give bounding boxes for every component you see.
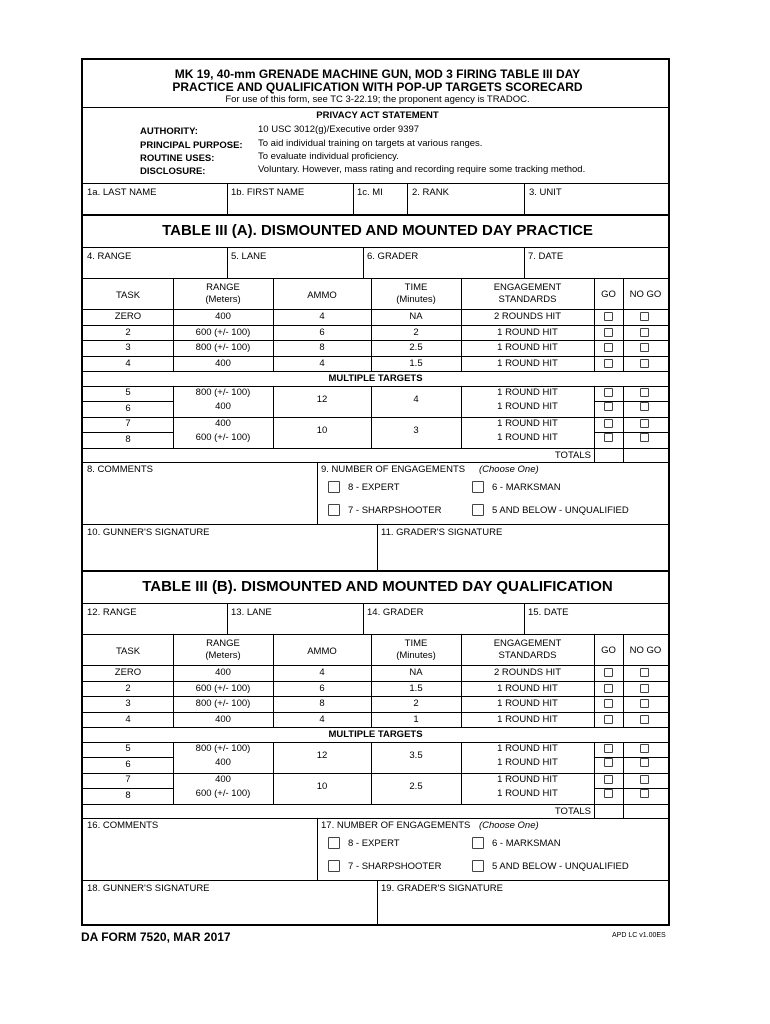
col-eng1-practice: ENGAGEMENT: [493, 282, 562, 293]
standard-cell: 2 ROUNDS HIT: [493, 311, 562, 322]
go-checkbox[interactable]: [604, 343, 613, 352]
nogo-checkbox[interactable]: [640, 744, 649, 753]
col-time-unit-practice: (Minutes): [396, 294, 436, 305]
ammo-cell: 8: [319, 342, 325, 353]
ammo-cell: 6: [319, 682, 325, 694]
option-expert-label: 8 - EXPERT: [348, 482, 400, 493]
ammo-cell: 4: [319, 311, 325, 322]
nogo-checkbox[interactable]: [640, 789, 649, 798]
first-name-field[interactable]: 1b. FIRST NAME: [231, 187, 305, 198]
col-eng1-qual: ENGAGEMENT: [493, 638, 562, 649]
col-range-qual: RANGE: [206, 638, 240, 649]
nogo-checkbox[interactable]: [640, 715, 649, 724]
multiple-targets-label: MULTIPLE TARGETS: [328, 373, 423, 384]
standard-cell: 1 ROUND HIT: [497, 757, 558, 768]
nogo-checkbox[interactable]: [640, 402, 649, 411]
task-cell: 7: [125, 418, 131, 429]
go-checkbox[interactable]: [604, 419, 613, 428]
task-cell: 3: [125, 342, 131, 353]
standard-cell: 1 ROUND HIT: [497, 357, 558, 369]
col-time-qual: TIME: [404, 638, 428, 649]
col-ammo-qual: AMMO: [307, 646, 337, 657]
go-checkbox[interactable]: [604, 684, 613, 693]
range-field-practice[interactable]: 4. RANGE: [87, 251, 132, 262]
time-cell: 2.5: [409, 781, 423, 792]
task-cell: ZERO: [114, 311, 142, 322]
range-cell: 600 (+/- 100): [195, 432, 251, 443]
go-checkbox[interactable]: [604, 775, 613, 784]
time-cell: 1.5: [409, 357, 423, 369]
task-cell: 5: [125, 387, 131, 398]
form-title-line1: MK 19, 40-mm GRENADE MACHINE GUN, MOD 3 FIRING TABLE III DAY: [174, 67, 581, 81]
col-go-practice: GO: [601, 289, 616, 300]
range-cell: 400: [215, 757, 231, 768]
comments-field[interactable]: 16. COMMENTS: [87, 820, 159, 831]
last-name-field[interactable]: 1a. LAST NAME: [87, 187, 157, 198]
section-title-qual: TABLE III (B). DISMOUNTED AND MOUNTED DAY QUALIFICATION: [142, 578, 613, 595]
date-field-qual[interactable]: 15. DATE: [528, 607, 569, 618]
grader-field-practice[interactable]: 6. GRADER: [367, 251, 419, 262]
go-checkbox[interactable]: [604, 744, 613, 753]
task-cell: 6: [125, 759, 131, 770]
nogo-total[interactable]: [623, 804, 668, 818]
task-cell: ZERO: [114, 667, 142, 678]
standard-cell: 2 ROUNDS HIT: [493, 667, 562, 678]
range-cell: 400: [215, 774, 231, 785]
totals-label: TOTALS: [554, 450, 591, 461]
range-field-qual[interactable]: 12. RANGE: [87, 607, 137, 618]
option-sharpshooter-label: 7 - SHARPSHOOTER: [348, 861, 442, 872]
nogo-checkbox[interactable]: [640, 668, 649, 677]
form-number: DA FORM 7520, MAR 2017: [81, 930, 231, 944]
col-range-unit-practice: (Meters): [205, 294, 241, 305]
ammo-cell: 8: [319, 698, 325, 709]
lane-field-practice[interactable]: 5. LANE: [231, 251, 267, 262]
standard-cell: 1 ROUND HIT: [497, 387, 558, 398]
range-cell: 800 (+/- 100): [195, 387, 251, 398]
standard-cell: 1 ROUND HIT: [497, 682, 558, 694]
choose-one-note: (Choose One): [479, 464, 539, 475]
col-eng2-practice: STANDARDS: [498, 294, 557, 305]
nogo-checkbox[interactable]: [640, 699, 649, 708]
nogo-total[interactable]: [623, 448, 668, 462]
ammo-cell: 4: [319, 667, 325, 678]
grader-signature-field[interactable]: 11. GRADER'S SIGNATURE: [381, 527, 503, 538]
standard-cell: 1 ROUND HIT: [497, 401, 558, 412]
go-checkbox[interactable]: [604, 359, 613, 368]
range-cell: 400: [215, 418, 231, 429]
time-cell: 1: [413, 713, 419, 725]
option-expert-checkbox[interactable]: [328, 481, 340, 493]
privacy-value-authority: 10 USC 3012(g)/Executive order 9397: [258, 124, 420, 135]
go-total[interactable]: [594, 448, 623, 462]
engagements-label: 9. NUMBER OF ENGAGEMENTS: [321, 464, 466, 475]
option-expert-checkbox[interactable]: [328, 837, 340, 849]
go-checkbox[interactable]: [604, 715, 613, 724]
standard-cell: 1 ROUND HIT: [497, 774, 558, 785]
range-cell: 400: [215, 311, 231, 322]
form-title-line2: PRACTICE AND QUALIFICATION WITH POP-UP TARGETS SCORECARD: [172, 80, 583, 94]
engagements-label: 17. NUMBER OF ENGAGEMENTS: [321, 820, 471, 831]
go-total[interactable]: [594, 804, 623, 818]
lane-field-qual[interactable]: 13. LANE: [231, 607, 272, 618]
section-qualification: [83, 572, 668, 926]
nogo-checkbox[interactable]: [640, 684, 649, 693]
time-cell: NA: [409, 311, 423, 322]
privacy-label-authority: AUTHORITY:: [140, 126, 198, 137]
option-sharpshooter-checkbox[interactable]: [328, 860, 340, 872]
nogo-checkbox[interactable]: [640, 758, 649, 767]
multiple-targets-label: MULTIPLE TARGETS: [328, 729, 423, 740]
task-cell: 8: [125, 790, 131, 801]
option-marksman-label: 6 - MARKSMAN: [492, 482, 561, 493]
ammo-cell: 6: [319, 326, 325, 338]
col-task-practice: TASK: [115, 290, 141, 301]
privacy-value-disclosure: Voluntary. However, mass rating and recording require some tracking method.: [258, 164, 586, 175]
go-checkbox[interactable]: [604, 699, 613, 708]
privacy-label-disclosure: DISCLOSURE:: [140, 166, 206, 177]
standard-cell: 1 ROUND HIT: [497, 743, 558, 754]
comments-field[interactable]: 8. COMMENTS: [87, 464, 153, 475]
option-unqualified-label: 5 AND BELOW - UNQUALIFIED: [492, 861, 629, 872]
go-checkbox[interactable]: [604, 312, 613, 321]
privacy-value-routine: To evaluate individual proficiency.: [258, 151, 399, 162]
task-cell: 6: [125, 403, 131, 414]
privacy-value-purpose: To aid individual training on targets at various ranges.: [258, 138, 483, 149]
ammo-cell: 10: [316, 425, 328, 436]
time-cell: 3.5: [409, 750, 423, 761]
col-task-qual: TASK: [115, 646, 141, 657]
option-marksman-checkbox[interactable]: [472, 837, 484, 849]
go-checkbox[interactable]: [604, 789, 613, 798]
task-cell: 4: [125, 357, 131, 369]
option-sharpshooter-label: 7 - SHARPSHOOTER: [348, 505, 442, 516]
range-cell: 800 (+/- 100): [195, 698, 251, 709]
nogo-checkbox[interactable]: [640, 328, 649, 337]
date-field-practice[interactable]: 7. DATE: [528, 251, 564, 262]
ammo-cell: 4: [319, 357, 325, 369]
task-cell: 4: [125, 713, 131, 725]
grader-field-qual[interactable]: 14. GRADER: [367, 607, 424, 618]
standard-cell: 1 ROUND HIT: [497, 342, 558, 353]
grader-signature-field[interactable]: 19. GRADER'S SIGNATURE: [381, 883, 503, 894]
nogo-checkbox[interactable]: [640, 312, 649, 321]
option-unqualified-checkbox[interactable]: [472, 504, 484, 516]
time-cell: 2.5: [409, 342, 423, 353]
form-usage-note: For use of this form, see TC 3-22.19; the proponent agency is TRADOC.: [225, 94, 530, 105]
standard-cell: 1 ROUND HIT: [497, 713, 558, 725]
privacy-title: PRIVACY ACT STATEMENT: [316, 110, 439, 121]
nogo-checkbox[interactable]: [640, 343, 649, 352]
form-version: APD LC v1.00ES: [612, 932, 666, 939]
range-cell: 600 (+/- 100): [195, 326, 251, 338]
time-cell: 2: [413, 698, 419, 709]
privacy-label-routine: ROUTINE USES:: [140, 153, 215, 164]
rank-field[interactable]: 2. RANK: [412, 187, 449, 198]
scorecard-form: [81, 58, 670, 926]
task-cell: 3: [125, 698, 131, 709]
col-ammo-practice: AMMO: [307, 290, 337, 301]
go-checkbox[interactable]: [604, 668, 613, 677]
section-practice: [83, 216, 668, 570]
task-cell: 5: [125, 743, 131, 754]
standard-cell: 1 ROUND HIT: [497, 698, 558, 709]
task-cell: 7: [125, 774, 131, 785]
range-cell: 800 (+/- 100): [195, 342, 251, 353]
nogo-checkbox[interactable]: [640, 775, 649, 784]
col-time-unit-qual: (Minutes): [396, 650, 436, 661]
range-cell: 400: [215, 667, 231, 678]
col-eng2-qual: STANDARDS: [498, 650, 557, 661]
nogo-checkbox[interactable]: [640, 388, 649, 397]
option-marksman-label: 6 - MARKSMAN: [492, 838, 561, 849]
go-checkbox[interactable]: [604, 328, 613, 337]
time-cell: 3: [413, 425, 419, 436]
nogo-checkbox[interactable]: [640, 419, 649, 428]
task-cell: 2: [125, 326, 131, 338]
option-expert-label: 8 - EXPERT: [348, 838, 400, 849]
time-cell: 4: [413, 394, 419, 405]
col-range-unit-qual: (Meters): [205, 650, 241, 661]
col-time-practice: TIME: [404, 282, 428, 293]
option-marksman-checkbox[interactable]: [472, 481, 484, 493]
time-cell: 1.5: [409, 682, 423, 694]
go-checkbox[interactable]: [604, 758, 613, 767]
gunner-signature-field[interactable]: 10. GUNNER'S SIGNATURE: [87, 527, 210, 538]
range-cell: 400: [215, 401, 231, 412]
col-range-practice: RANGE: [206, 282, 240, 293]
col-go-qual: GO: [601, 645, 616, 656]
privacy-label-purpose: PRINCIPAL PURPOSE:: [140, 140, 243, 151]
ammo-cell: 4: [319, 713, 325, 725]
section-title-practice: TABLE III (A). DISMOUNTED AND MOUNTED DAY PRACTICE: [162, 222, 593, 239]
gunner-signature-field[interactable]: 18. GUNNER'S SIGNATURE: [87, 883, 210, 894]
standard-cell: 1 ROUND HIT: [497, 788, 558, 799]
task-cell: 8: [125, 434, 131, 445]
ammo-cell: 10: [316, 781, 328, 792]
range-cell: 400: [215, 713, 231, 725]
go-checkbox[interactable]: [604, 402, 613, 411]
time-cell: 2: [413, 326, 419, 338]
range-cell: 800 (+/- 100): [195, 743, 251, 754]
task-cell: 2: [125, 682, 131, 694]
choose-one-note: (Choose One): [479, 820, 539, 831]
standard-cell: 1 ROUND HIT: [497, 432, 558, 443]
option-sharpshooter-checkbox[interactable]: [328, 504, 340, 516]
nogo-checkbox[interactable]: [640, 359, 649, 368]
unit-field[interactable]: 3. UNIT: [529, 187, 562, 198]
range-cell: 600 (+/- 100): [195, 682, 251, 694]
col-nogo-qual: NO GO: [629, 645, 662, 656]
option-unqualified-checkbox[interactable]: [472, 860, 484, 872]
totals-label: TOTALS: [554, 806, 591, 817]
go-checkbox[interactable]: [604, 388, 613, 397]
option-unqualified-label: 5 AND BELOW - UNQUALIFIED: [492, 505, 629, 516]
range-cell: 600 (+/- 100): [195, 788, 251, 799]
mi-field[interactable]: 1c. MI: [357, 187, 383, 198]
col-nogo-practice: NO GO: [629, 289, 662, 300]
ammo-cell: 12: [316, 750, 328, 761]
go-checkbox[interactable]: [604, 433, 613, 442]
standard-cell: 1 ROUND HIT: [497, 418, 558, 429]
range-cell: 400: [215, 357, 231, 369]
nogo-checkbox[interactable]: [640, 433, 649, 442]
ammo-cell: 12: [316, 394, 328, 405]
time-cell: NA: [409, 667, 423, 678]
standard-cell: 1 ROUND HIT: [497, 326, 558, 338]
